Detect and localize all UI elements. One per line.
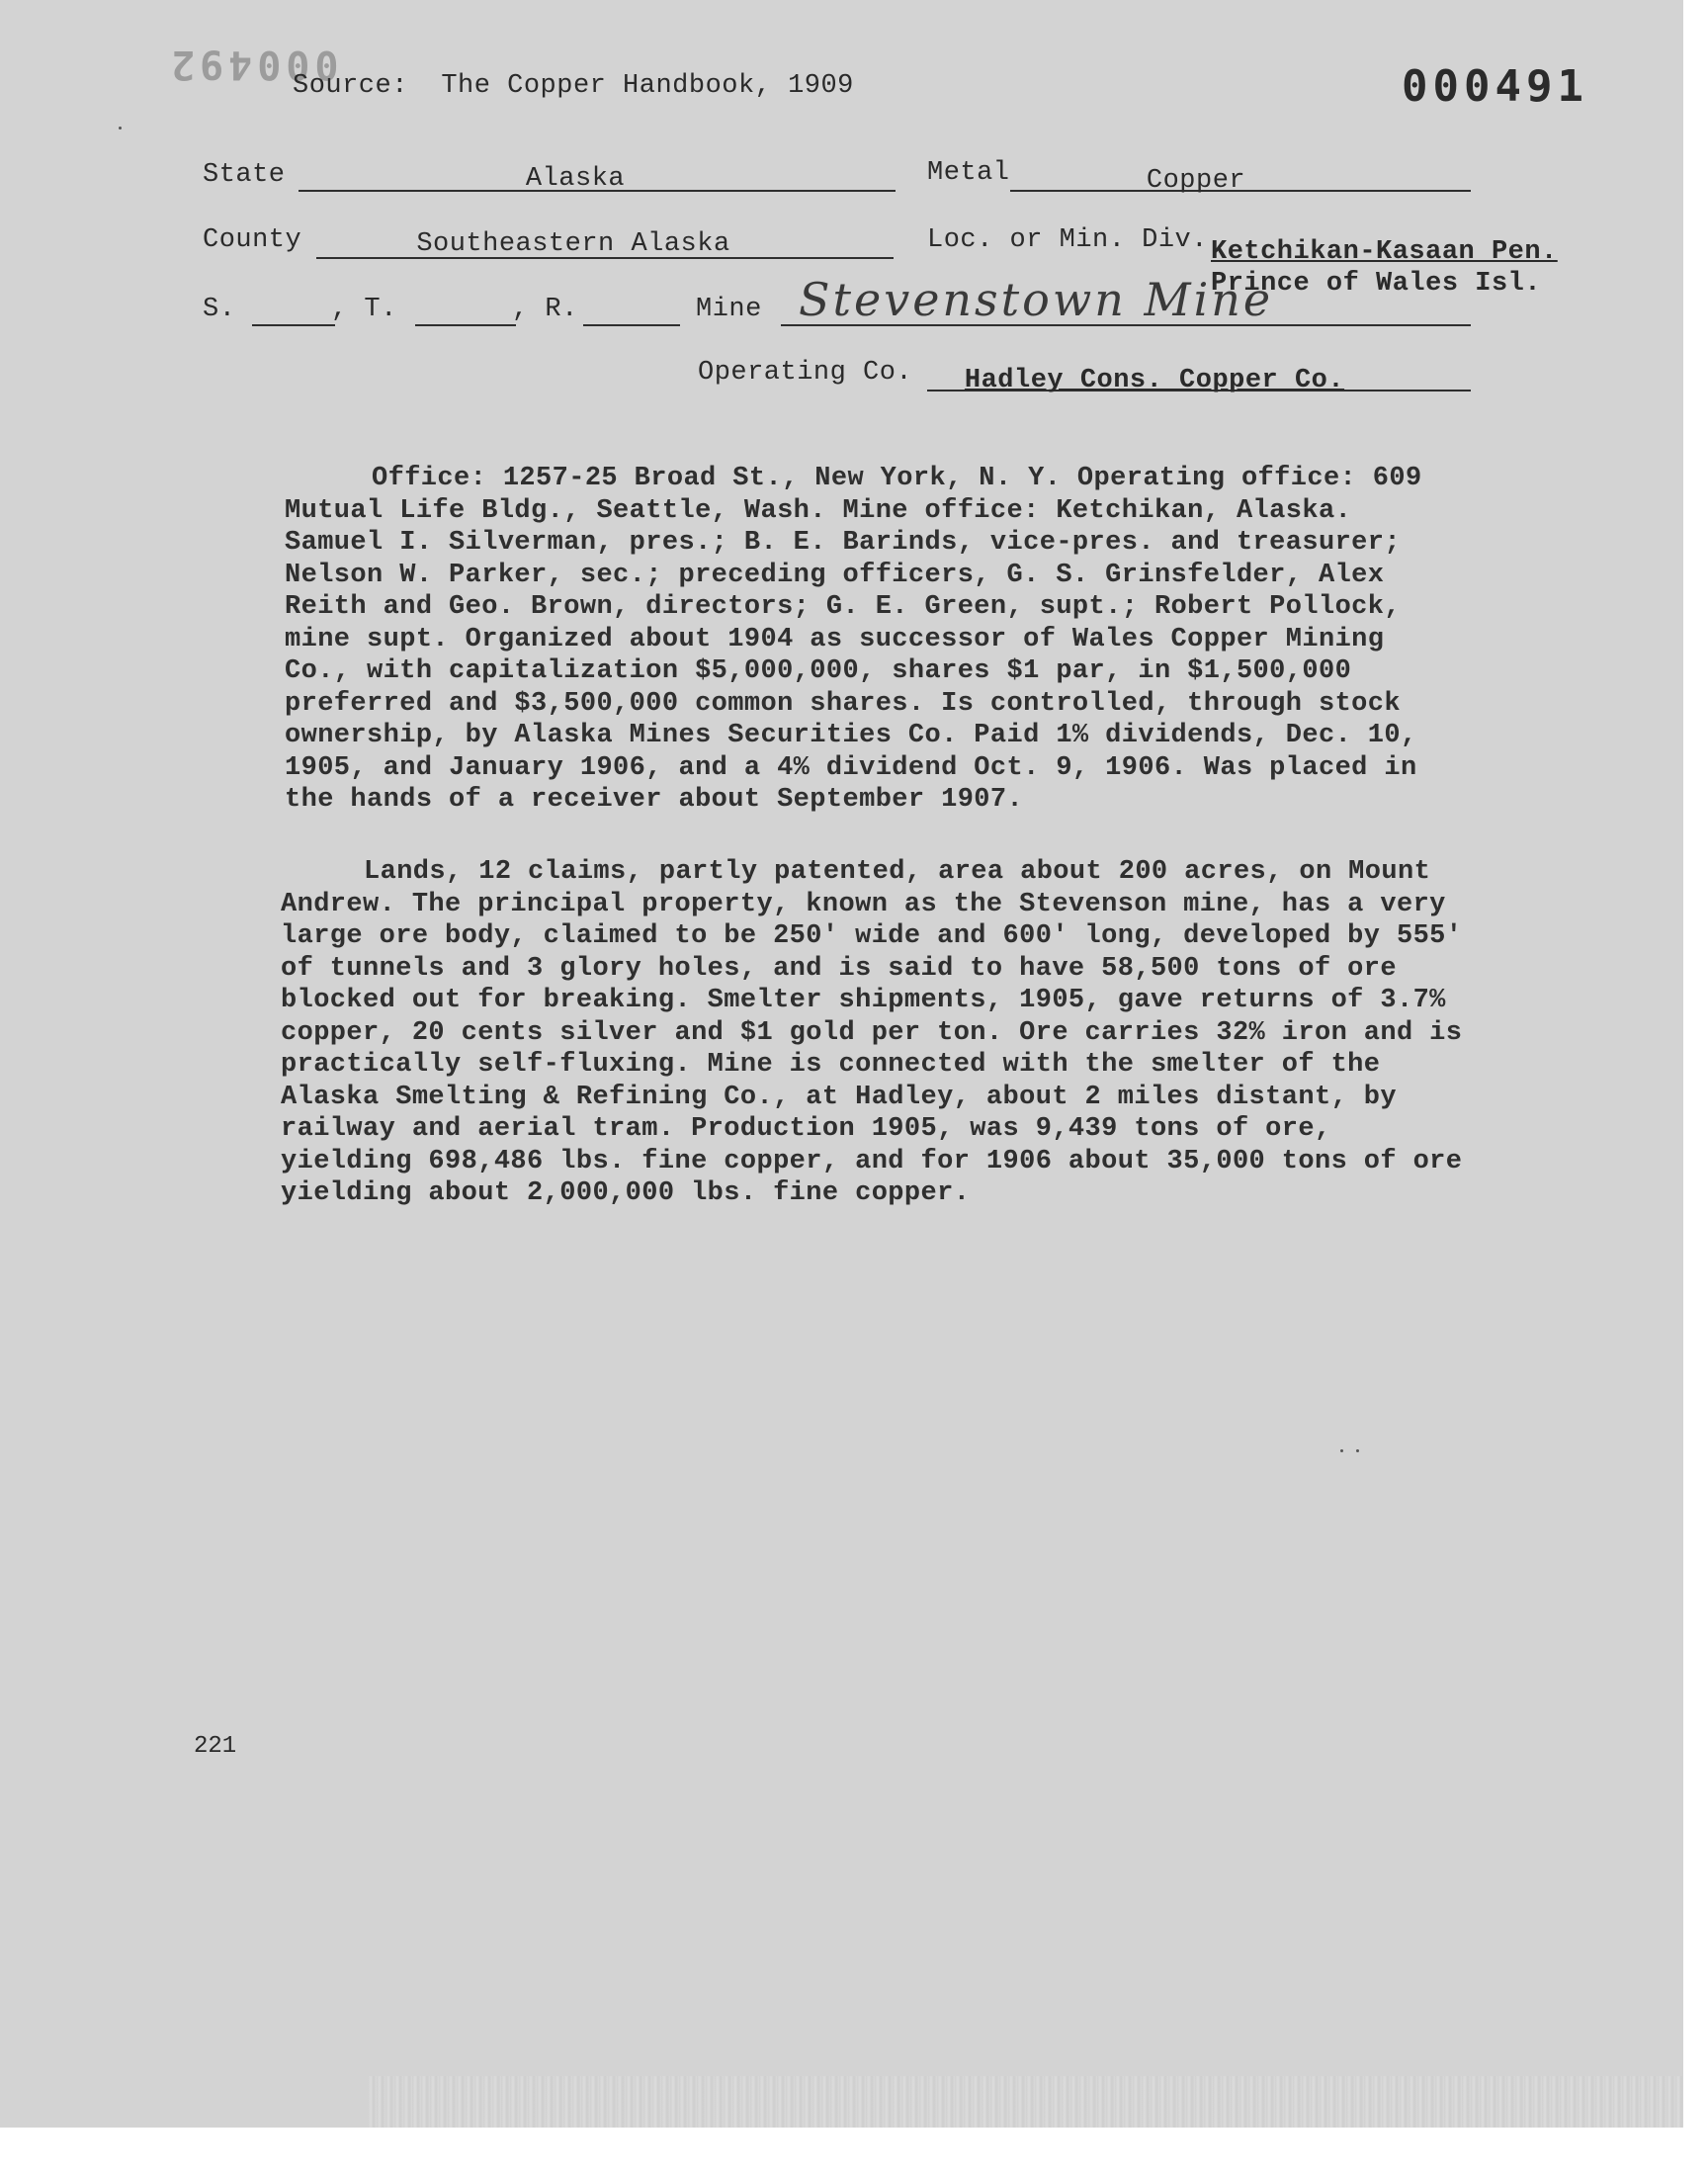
archive-stamp-top-right: 000491 [1402, 61, 1588, 112]
township-label: , T. [331, 295, 397, 324]
county-label: County [203, 225, 302, 255]
archive-stamp-top-left: 000492 [166, 42, 339, 87]
scan-speck [119, 127, 122, 130]
operating-label: Operating Co. [698, 358, 913, 388]
loc-value-1-text: Ketchikan-Kasaan Pen. [1211, 237, 1558, 267]
scan-speck [1356, 1449, 1359, 1452]
operating-value [927, 366, 1382, 395]
scan-artifact-band [368, 2076, 1682, 2128]
mine-value-handwritten: Stevenstown Mine [799, 273, 1274, 326]
section-underline [252, 324, 335, 326]
range-label: , R. [512, 295, 578, 324]
page-number: 221 [194, 1733, 237, 1760]
metal-label: Metal [927, 158, 1010, 188]
township-underline [415, 324, 516, 326]
paragraph-property: Lands, 12 claims, partly patented, area about 200 acres, on Mount Andrew. The principal property, known as the Stevenson mine, has a very large ore body, claimed to be 250' wide and 600' long, developed by 555' of tunnels and 3 glory holes, and is said to have 58,500 tons of ore blocked out for breaking. Smelter shipments, 1905, gave returns of 3.7% copper, 20 cents silver and $1 gold per ton. Ore carries 32% iron and is practically self-fluxing. Mine is connected with the smelter of the Alaska Smelting & Refining Co., at Hadley, about 2 miles distant, by railway and aerial tram. Production 1905, was 9,439 tons of ore, yielding 698,486 lbs. fine copper, and for 1906 about 35,000 tons of ore yielding about 2,000,000 lbs. fine copper. [281, 857, 1463, 1208]
section-label: S. [203, 295, 236, 324]
scan-speck [1340, 1449, 1343, 1452]
mine-label: Mine [696, 295, 762, 324]
loc-value-2: Prince of Wales Isl. [1211, 269, 1542, 299]
loc-value-1 [1211, 237, 1558, 267]
paragraph-officers: Office: 1257-25 Broad St., New York, N. Y. Operating office: 609 Mutual Life Bldg., Seattle, Wash. Mine office: Ketchikan, Alaska. Samuel I. Silverman, pres.; B. E. Barinds, vice-pres. and treasurer; Nelson W. Parker, sec.; preceding officers, G. S. Grinsfelder, Alex Reith and Geo. Brown, directors; G. E. Green, supt.; Robert Pollock, mine supt. Organized about 1904 as successor of Wales Copper Mining Co., with capitalization $5,000,000, shares $1 par, in $1,500,000 preferred and $3,500,000 common shares. Is controlled, through stock ownership, by Alaska Mines Securities Co. Paid 1% dividends, Dec. 10, 1905, and January 1906, and a 4% dividend Oct. 9, 1906. Was placed in the hands of a receiver about September 1907. [285, 464, 1422, 815]
county-value: Southeastern Alaska [416, 229, 730, 259]
state-label: State [203, 160, 286, 190]
source-line: Source: The Copper Handbook, 1909 [293, 71, 854, 101]
range-underline [583, 324, 680, 326]
loc-label: Loc. or Min. Div. [927, 225, 1208, 255]
state-value: Alaska [525, 164, 626, 194]
operating-value-text: Hadley Cons. Copper Co. [964, 366, 1345, 395]
metal-value: Copper [1146, 166, 1246, 196]
